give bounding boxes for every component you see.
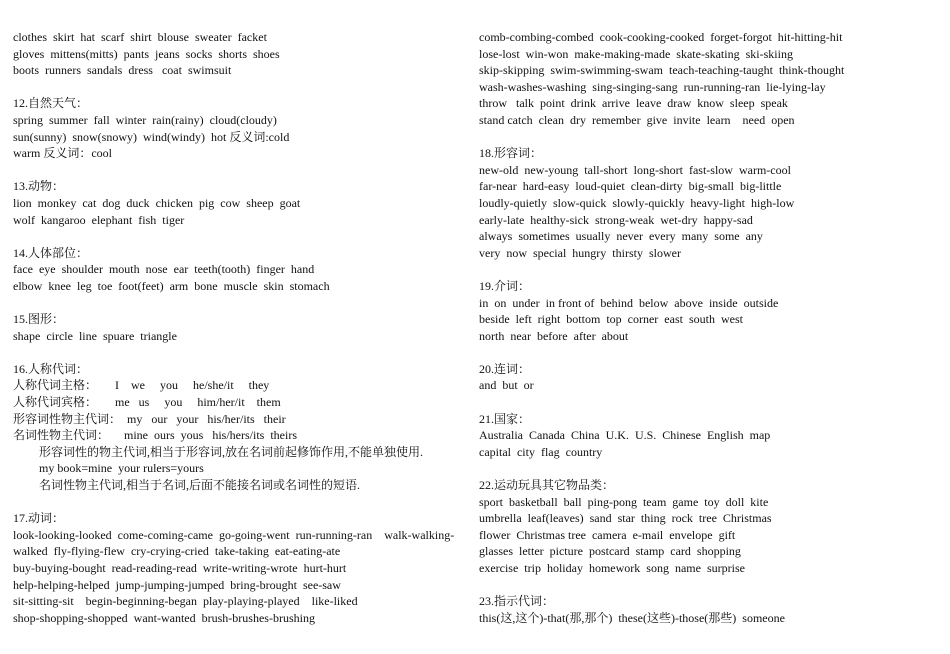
blank-line (13, 162, 468, 179)
section-heading: 13.动物： (13, 179, 65, 194)
text-line: new-old new-young tall-short long-short fast-slow warm-cool (479, 162, 791, 177)
text-line: loudly-quietly slow-quick slowly-quickly heavy-light high-low (479, 195, 795, 210)
text-line: north near before after about (479, 328, 629, 343)
section-heading: 22.运动玩具其它物品类： (479, 478, 615, 493)
text-line: shop-shopping-shopped want-wanted brush-brushes-brushing (13, 610, 315, 625)
blank-line (13, 494, 468, 511)
text-line: flower Christmas tree camera e-mail envelope gift (479, 527, 736, 542)
text-line: capital city flag country (479, 444, 603, 459)
blank-line (479, 460, 939, 477)
blank-line (13, 228, 468, 245)
section-heading: 17.动词： (13, 511, 65, 526)
text-line: comb-combing-combed cook-cooking-cooked forget-forgot hit-hitting-hit (479, 30, 843, 44)
text-line: wash-washes-washing sing-singing-sang run-running-ran lie-lying-lay (479, 79, 826, 94)
text-line: sport basketball ball ping-pong team game toy doll kite (479, 494, 769, 509)
blank-line (479, 577, 939, 594)
text-line: 名词性物主代词： mine ours yous his/hers/its theirs (13, 428, 297, 443)
text-line: 形容词性物主代词： my our your his/her/its their (13, 411, 286, 426)
text-line: exercise trip holiday homework song name surprise (479, 561, 745, 575)
text-line: elbow knee leg toe foot(feet) arm bone muscle skin stomach (13, 278, 330, 293)
text-line: far-near hard-easy loud-quiet clean-dirty big-small big-little (479, 179, 782, 194)
text-line: 人称代词主格： I we you he/she/it they (13, 378, 270, 393)
section-heading: 14.人体部位： (13, 245, 89, 260)
blank-line (479, 394, 939, 411)
text-line: 名词性物主代词,相当于名词,后面不能接名词或名词性的短语. (39, 478, 361, 493)
section-heading: 19.介词： (479, 278, 531, 293)
text-line: look-looking-looked come-coming-came go-going-went run-running-ran walk-walking- (13, 527, 455, 542)
blank-line (479, 129, 939, 146)
text-line: boots runners sandals dress coat swimsuit (13, 63, 232, 78)
section-heading: 15.图形： (13, 312, 65, 327)
text-line: shape circle line spuare triangle (13, 328, 177, 343)
text-line: very now special hungry thirsty slower (479, 245, 681, 260)
section-heading: 18.形容词： (479, 146, 543, 161)
section-heading: 12.自然天气： (13, 96, 89, 111)
text-line: Australia Canada China U.K. U.S. Chinese English map (479, 428, 771, 443)
blank-line (479, 261, 939, 278)
left-text-column (13, 29, 468, 626)
text-line: throw talk point drink arrive leave draw know sleep speak (479, 96, 788, 111)
text-line: warm 反义词：cool (13, 146, 112, 161)
text-line: sit-sitting-sit begin-beginning-began play-playing-played like-liked (13, 594, 358, 609)
blank-line (479, 344, 939, 361)
text-line: this(这,这个)-that(那,那个) these(这些)-those(那些) someone (479, 610, 785, 625)
text-line: lion monkey cat dog duck chicken pig cow sheep goat (13, 195, 301, 210)
text-line: early-late healthy-sick strong-weak wet-dry happy-sad (479, 212, 753, 227)
blank-line (13, 344, 468, 361)
text-line: sun(sunny) snow(snowy) wind(windy) hot 反义词:cold (13, 129, 290, 144)
text-line: help-helping-helped jump-jumping-jumped bring-brought see-saw (13, 577, 341, 592)
text-line: stand catch clean dry remember give invite learn need open (479, 112, 795, 127)
blank-line (13, 295, 468, 312)
text-line: gloves mittens(mitts) pants jeans socks shorts shoes (13, 46, 280, 61)
text-line: always sometimes usually never every many some any (479, 229, 763, 244)
text-line: walked fly-flying-flew cry-crying-cried take-taking eat-eating-ate (13, 544, 341, 559)
text-line: buy-buying-bought read-reading-read write-writing-wrote hurt-hurt (13, 561, 347, 575)
text-line: and but or (479, 378, 534, 393)
right-text-column (479, 29, 939, 626)
section-heading: 21.国家： (479, 411, 531, 426)
text-line: wolf kangaroo elephant fish tiger (13, 212, 185, 227)
text-line: umbrella leaf(leaves) sand star thing rock tree Christmas (479, 511, 772, 526)
text-line: spring summer fall winter rain(rainy) cloud(cloudy) (13, 112, 277, 127)
text-line: 人称代词宾格： me us you him/her/it them (13, 395, 281, 410)
text-line: glasses letter picture postcard stamp card shopping (479, 544, 741, 559)
section-heading: 20.连词： (479, 361, 531, 376)
text-line: beside left right bottom top corner east south west (479, 312, 743, 327)
text-line: clothes skirt hat scarf shirt blouse sweater facket (13, 30, 267, 44)
blank-line (13, 79, 468, 96)
section-heading: 23.指示代词： (479, 594, 555, 609)
text-line: my book=mine your rulers=yours (39, 461, 204, 476)
text-line: 形容词性的物主代词,相当于形容词,放在名词前起修饰作用,不能单独使用. (39, 444, 424, 459)
text-line: in on under in front of behind below above inside outside (479, 295, 779, 310)
text-line: face eye shoulder mouth nose ear teeth(tooth) finger hand (13, 262, 315, 277)
text-line: skip-skipping swim-swimming-swam teach-teaching-taught think-thought (479, 63, 845, 78)
section-heading: 16.人称代词： (13, 361, 89, 376)
text-line: lose-lost win-won make-making-made skate-skating ski-skiing (479, 46, 793, 61)
